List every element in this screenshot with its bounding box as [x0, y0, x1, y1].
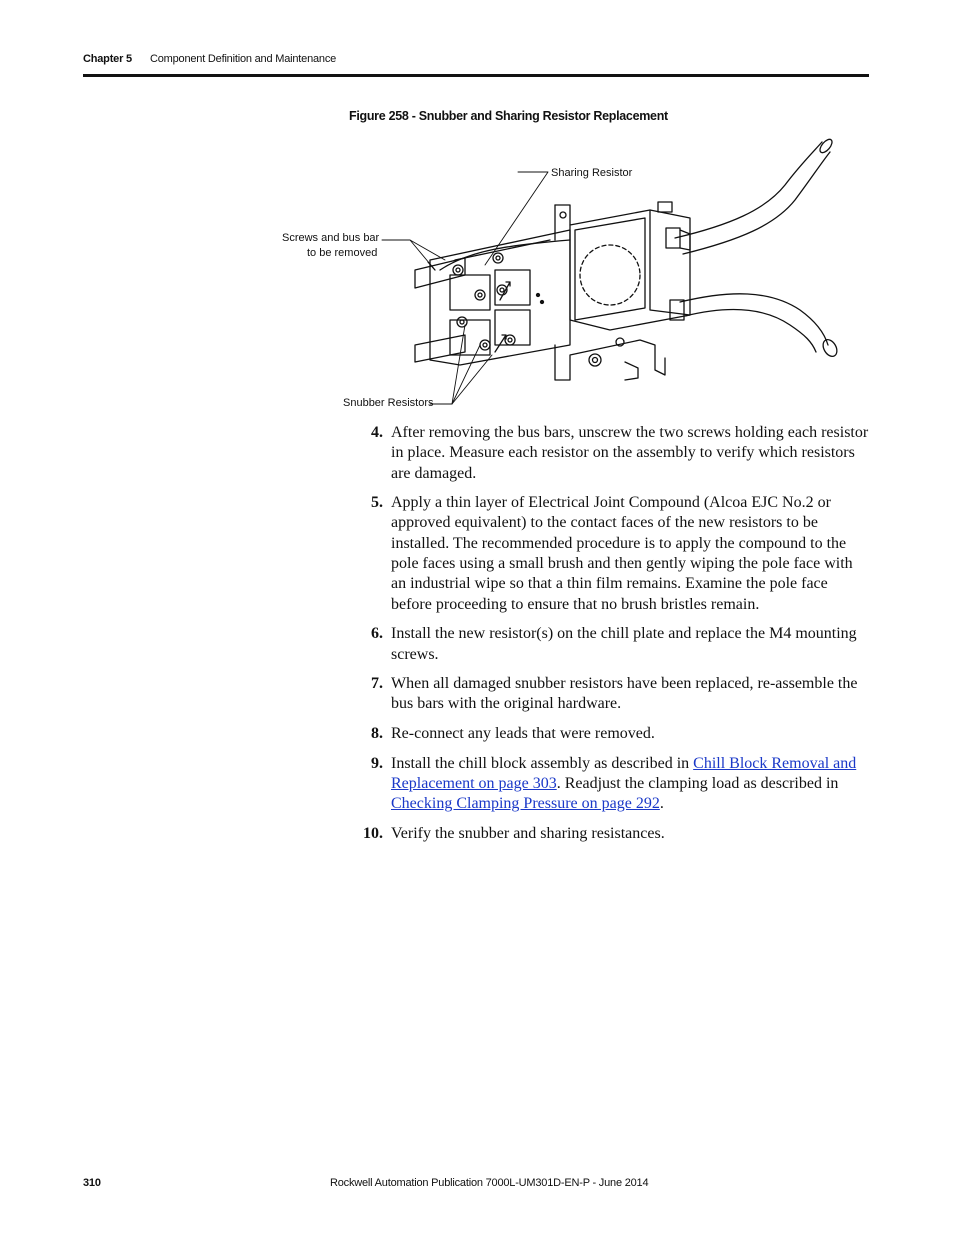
publication-info: Rockwell Automation Publication 7000L-UM301D-EN-P - June 2014 [330, 1177, 649, 1189]
callout-screws-line1: Screws and bus bar [282, 232, 380, 244]
step-6 [340, 624, 870, 665]
step-number: 10. [363, 824, 383, 842]
page-header [83, 53, 337, 65]
step-9 [340, 754, 870, 815]
link-checking-clamping-pressure[interactable]: Checking Clamping Pressure on page 292 [391, 795, 660, 813]
chapter-label: Chapter 5 [83, 53, 132, 65]
link-chill-block-removal[interactable]: Chill Block Removal and Replacement on page 303 [391, 754, 857, 792]
step-8 [340, 724, 870, 744]
step-number: 7. [371, 675, 383, 693]
step-text-before: Install the chill block assembly as described in [391, 754, 694, 772]
step-10 [340, 824, 870, 844]
figure-title: Figure 258 - Snubber and Sharing Resistor Replacement [349, 109, 668, 123]
step-text: Verify the snubber and sharing resistances. [391, 824, 665, 842]
page-number: 310 [83, 1177, 101, 1189]
callout-sharing-resistor: Sharing Resistor [551, 167, 633, 179]
step-text: When all damaged snubber resistors have been replaced, re-assemble the bus bars with the original hardware. [391, 675, 858, 713]
step-text: After removing the bus bars, unscrew the two screws holding each resistor in place. Measure each resistor on the assembly to verify which resistors are damaged. [391, 424, 869, 482]
step-5 [340, 493, 870, 615]
step-text-after: . [659, 795, 664, 813]
section-title: Component Definition and Maintenance [150, 53, 337, 65]
header-rule [83, 74, 869, 77]
step-number: 6. [371, 625, 383, 643]
step-number: 4. [371, 424, 383, 441]
step-number: 9. [371, 754, 383, 772]
step-4 [340, 423, 870, 484]
step-text: Install the new resistor(s) on the chill plate and replace the M4 mounting screws. [391, 625, 857, 663]
step-text-middle: . Readjust the clamping load as described in [556, 774, 839, 792]
step-text: Re-connect any leads that were removed. [391, 725, 655, 743]
step-text: Apply a thin layer of Electrical Joint Compound (Alcoa EJC No.2 or approved equivalent) to the contact faces of the new resistors to be installed. The recommended procedure is to apply the compound to the pole faces using a small brush and then gently wiping the pole face with an industrial wipe so that a thin film remains. Examine the pole face before proceeding to ensure that no brush bristles remain. [391, 494, 853, 613]
step-number: 5. [371, 494, 383, 512]
step-7 [340, 674, 870, 715]
figure-snubber-assembly [270, 130, 870, 420]
step-number: 8. [371, 725, 383, 743]
procedure-steps [340, 423, 870, 853]
callout-screws-line2: to be removed [307, 247, 378, 259]
callout-snubber-resistors: Snubber Resistors [343, 397, 434, 409]
